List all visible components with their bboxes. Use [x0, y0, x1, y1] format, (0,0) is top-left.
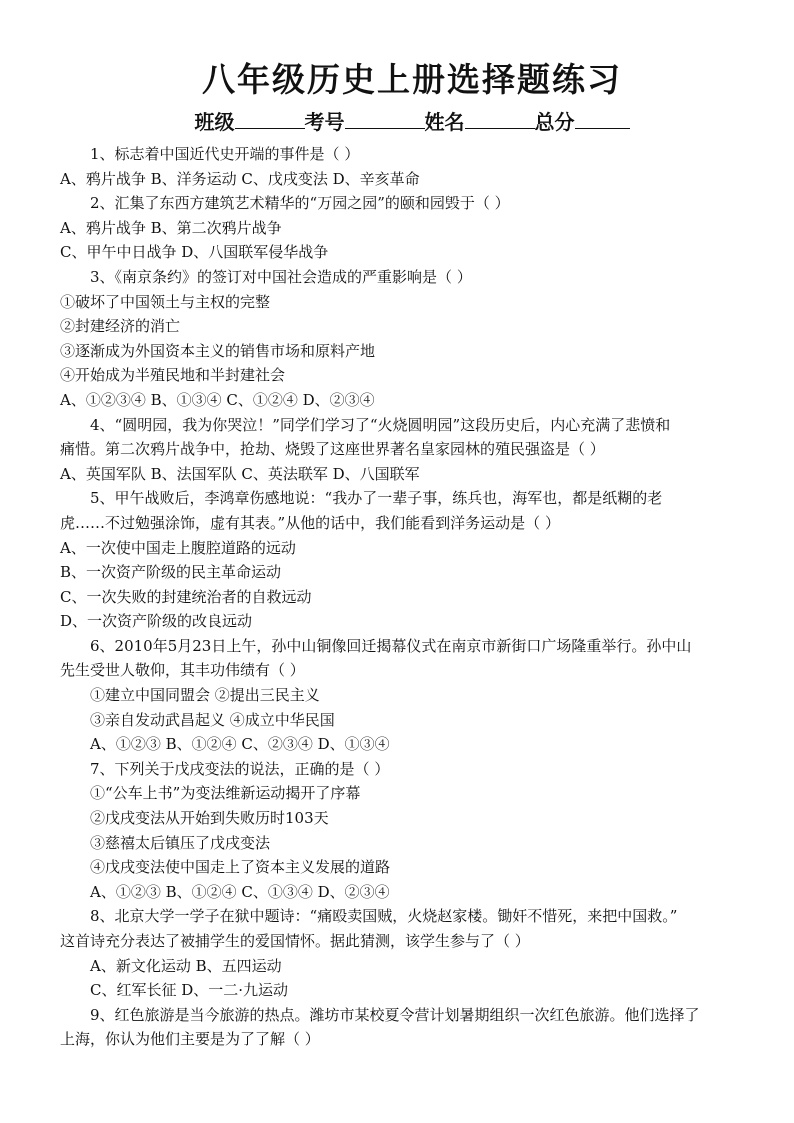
q7-options: A、①②③ B、①②④ C、①③④ D、②③④: [90, 882, 390, 901]
q3-statement-2: ②封建经济的消亡: [60, 317, 181, 336]
q5-stem-line-1: 5、甲午战败后，李鸿章伤感地说：“我办了一辈子事，练兵也，海军也，都是纸糊的老: [90, 489, 663, 508]
q2-options-cd: C、甲午中日战争 D、八国联军侵华战争: [60, 243, 329, 262]
q3-statement-1: ①破坏了中国领土与主权的完整: [60, 292, 271, 311]
question-list: [60, 142, 764, 1052]
q7-statement-1: ①“公车上书”为变法维新运动揭开了序幕: [90, 784, 361, 803]
q1-options: A、鸦片战争 B、洋务运动 C、戊戌变法 D、辛亥革命: [60, 169, 420, 188]
name-blank[interactable]: [465, 108, 535, 129]
q7-stem: 7、下列关于戊戌变法的说法，正确的是（ ）: [90, 759, 390, 778]
q6-stem-line-2: 先生受世人敬仰，其丰功伟绩有（ ）: [60, 661, 305, 680]
q2-options-ab: A、鸦片战争 B、第二次鸦片战争: [60, 218, 282, 237]
page-title: 八年级历史上册选择题练习: [202, 60, 622, 99]
student-info-line: [60, 106, 764, 138]
q6-options: A、①②③ B、①②④ C、②③④ D、①③④: [90, 735, 390, 754]
q7-statement-4: ④戊戌变法使中国走上了资本主义发展的道路: [90, 858, 391, 877]
q8-options-ab: A、新文化运动 B、五四运动: [90, 956, 282, 975]
q1-stem: 1、标志着中国近代史开端的事件是（ ）: [90, 145, 360, 163]
q7-statement-3: ③慈禧太后镇压了戊戌变法: [90, 833, 271, 852]
score-label: 总分: [534, 110, 575, 134]
q4-stem-line-2: 痛惜。第二次鸦片战争中，抢劫、烧毁了这座世界著名皇家园林的殖民强盗是（ ）: [60, 440, 605, 459]
score-blank[interactable]: [575, 108, 630, 129]
q3-options: A、①②③④ B、①③④ C、①②④ D、②③④: [60, 390, 375, 409]
q8-stem-line-1: 8、北京大学一学子在狱中题诗：“痛殴卖国贼，火烧赵家楼。锄奸不惜死，来把中国救。”: [90, 907, 678, 926]
q8-options-cd: C、红军长征 D、一二·九运动: [90, 981, 289, 1000]
q3-stem: 3、《南京条约》的签订对中国社会造成的严重影响是（ ）: [90, 267, 472, 286]
exam-no-label: 考号: [304, 110, 345, 134]
q3-statement-4: ④开始成为半殖民地和半封建社会: [60, 366, 286, 385]
q5-stem-line-2: 虎……不过勉强涂饰，虚有其表。”从他的话中，我们能看到洋务运动是（ ）: [60, 513, 560, 532]
q8-stem-line-2: 这首诗充分表达了被捕学生的爱国情怀。据此猜测，该学生参与了（ ）: [60, 932, 530, 950]
q6-stem-line-1: 6、2010年5月23日上午，孙中山铜像回迁揭幕仪式在南京市新街口广场隆重举行。孙中山: [90, 636, 692, 655]
q5-option-d: D、一次资产阶级的改良远动: [60, 612, 253, 631]
q6-statements-12: ①建立中国同盟会 ②提出三民主义: [90, 686, 320, 705]
class-label: 班级: [194, 110, 235, 134]
class-blank[interactable]: [235, 108, 305, 129]
q7-statement-2: ②戊戌变法从开始到失败历时103天: [90, 809, 329, 828]
q4-options: A、英国军队 B、法国军队 C、英法联军 D、八国联军: [60, 464, 420, 483]
q5-option-b: B、一次资产阶级的民主革命运动: [60, 563, 282, 582]
q4-stem-line-1: 4、“圆明园，我为你哭泣！”同学们学习了“火烧圆明园”这段历史后，内心充满了悲愤和: [90, 415, 671, 434]
q2-stem: 2、汇集了东西方建筑艺术精华的“万园之园”的颐和园毁于（ ）: [90, 194, 510, 213]
q9-stem-line-2: 上海，你认为他们主要是为了了解（ ）: [60, 1030, 320, 1049]
q3-statement-3: ③逐渐成为外国资本主义的销售市场和原料产地: [60, 341, 376, 360]
q6-statements-34: ③亲自发动武昌起义 ④成立中华民国: [90, 710, 335, 729]
q9-stem-line-1: 9、红色旅游是当今旅游的热点。潍坊市某校夏令营计划暑期组织一次红色旅游。他们选择了: [90, 1005, 700, 1024]
q5-option-a: A、一次使中国走上腹腔道路的远动: [60, 538, 296, 557]
name-label: 姓名: [424, 110, 465, 134]
exam-no-blank[interactable]: [345, 108, 425, 129]
q5-option-c: C、一次失败的封建统治者的自救远动: [60, 587, 312, 606]
